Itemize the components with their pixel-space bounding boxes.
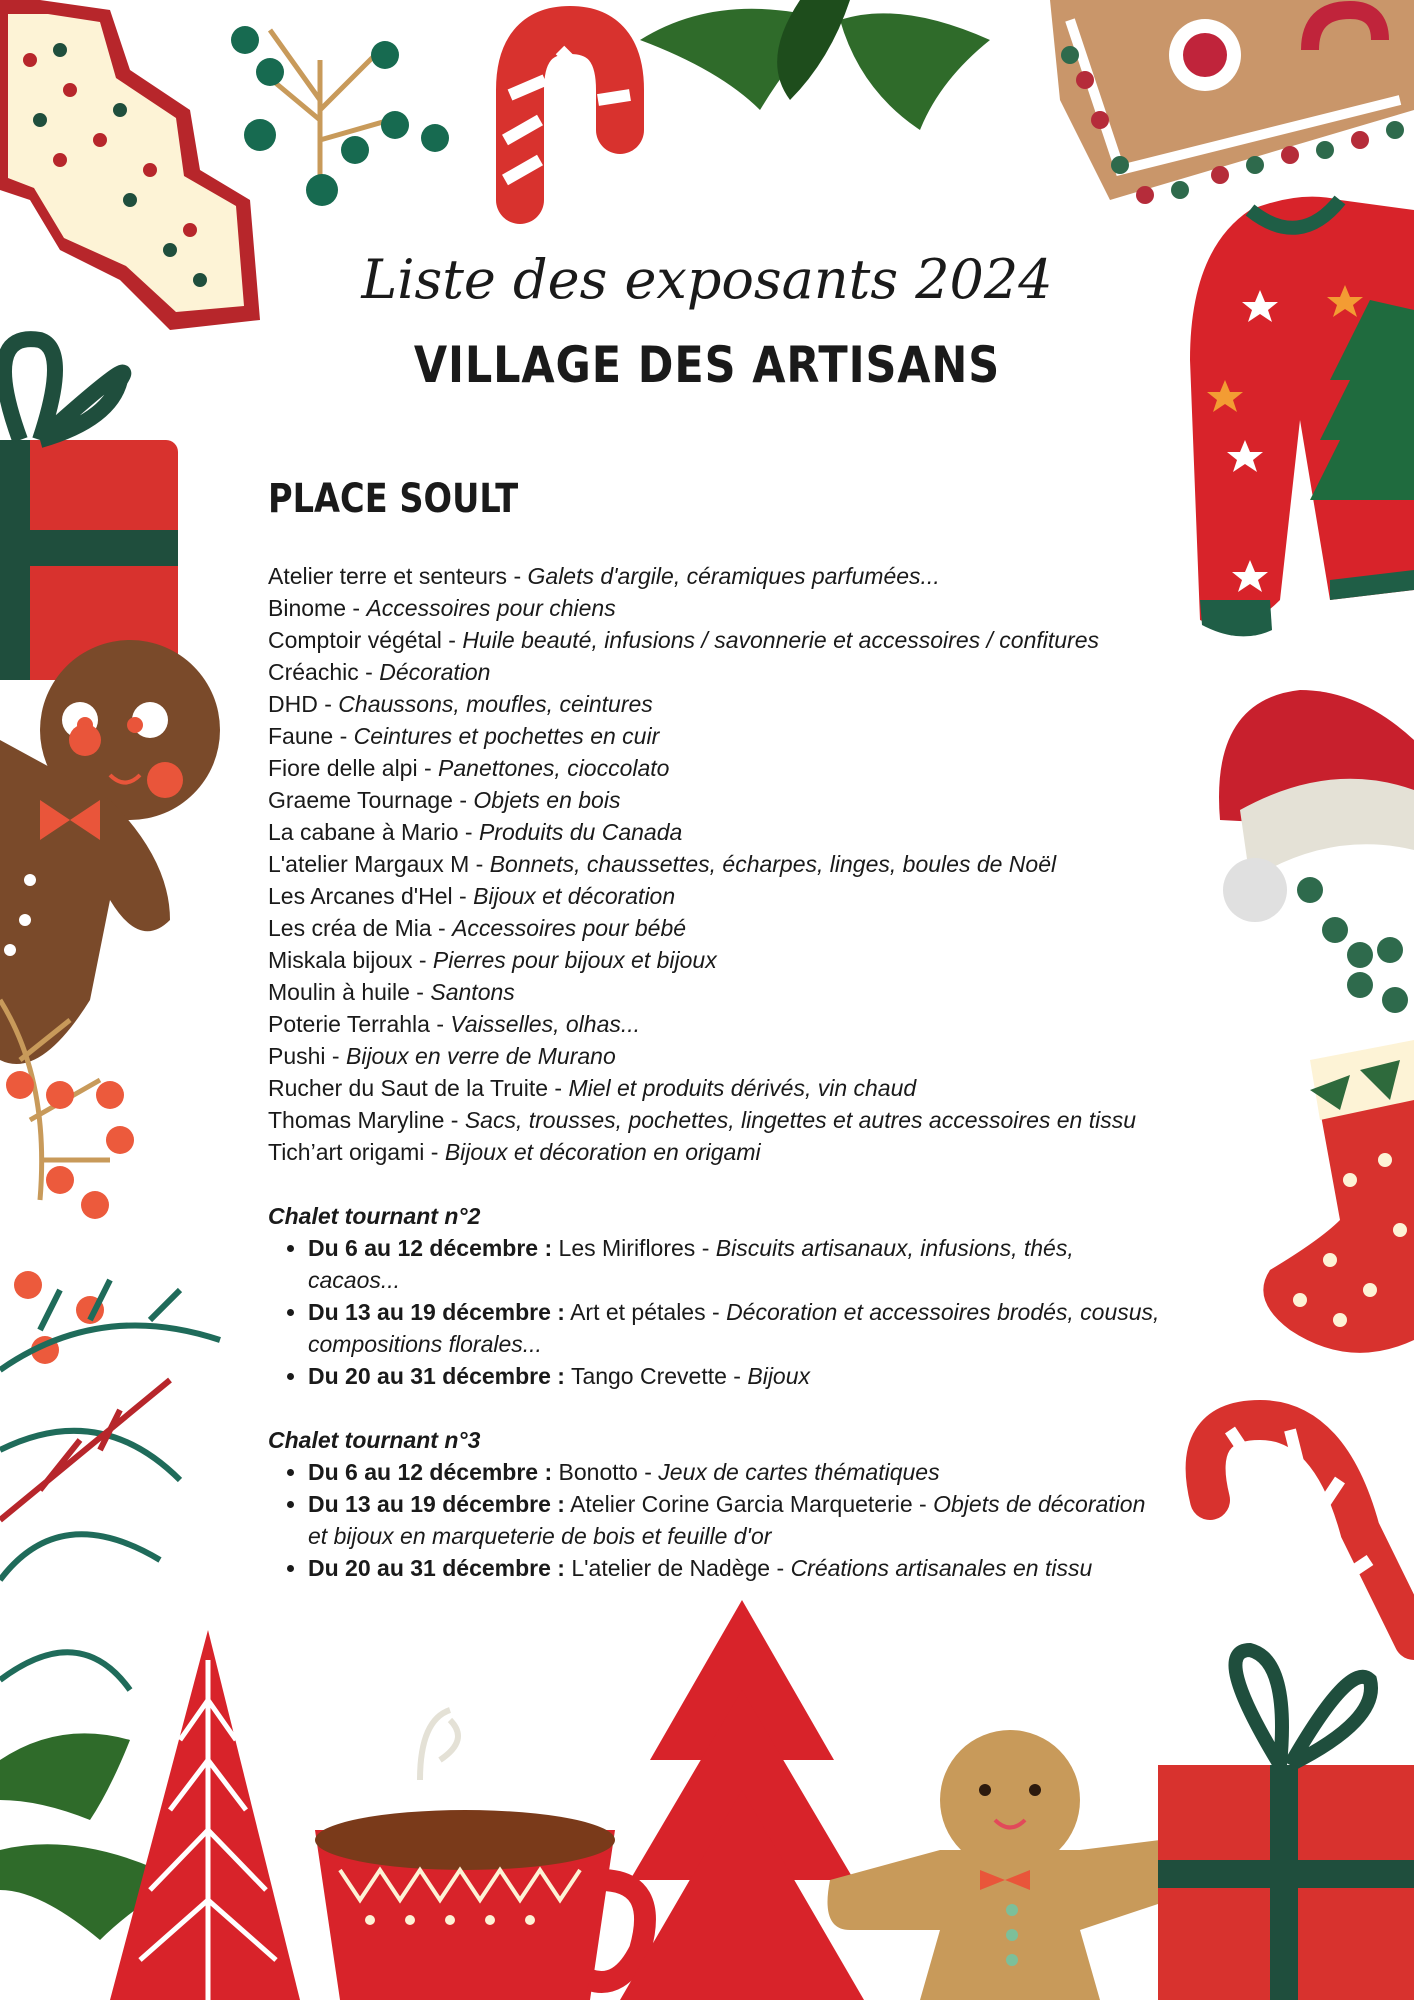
- separator: -: [441, 627, 463, 653]
- exhibitor-description: Bijoux en verre de Murano: [346, 1043, 616, 1069]
- exhibitor-name: L'atelier Margaux M: [268, 851, 470, 877]
- schedule-dates: Du 13 au 19 décembre :: [308, 1299, 565, 1325]
- candy-cane-icon: [505, 30, 630, 200]
- exhibitor-description: Objets en bois: [473, 787, 621, 813]
- separator: -: [770, 1555, 791, 1581]
- chalet-title: Chalet tournant n°2: [268, 1203, 481, 1229]
- schedule-dates: Du 20 au 31 décembre :: [308, 1363, 565, 1389]
- exhibitor-name: L'atelier de Nadège: [571, 1555, 771, 1581]
- separator: -: [705, 1299, 727, 1325]
- berry-branch-icon: [260, 30, 390, 180]
- separator: -: [444, 1107, 465, 1133]
- exhibitor-name: Les créa de Mia: [268, 915, 432, 941]
- exhibitor-name: DHD: [268, 691, 318, 717]
- exhibitor-name: Art et pétales: [570, 1299, 706, 1325]
- list-item: [268, 976, 1168, 1008]
- exhibitor-description: Miel et produits dérivés, vin chaud: [568, 1075, 917, 1101]
- list-item: [308, 1488, 1168, 1552]
- list-item: [308, 1552, 1168, 1584]
- gingerbread-man-icon-bottom: [828, 1730, 1176, 2000]
- separator: -: [452, 883, 474, 909]
- list-item: [268, 592, 1168, 624]
- separator: -: [695, 1235, 716, 1261]
- exhibitor-name: Comptoir végétal: [268, 627, 442, 653]
- list-item: [268, 720, 1168, 752]
- separator: -: [429, 1011, 451, 1037]
- separator: -: [412, 947, 433, 973]
- exhibitor-name: Rucher du Saut de la Truite: [268, 1075, 548, 1101]
- separator: -: [345, 595, 367, 621]
- separator: -: [317, 691, 339, 717]
- list-item: [268, 848, 1168, 880]
- exhibitor-name: Graeme Tournage: [268, 787, 453, 813]
- schedule-dates: Du 6 au 12 décembre :: [308, 1459, 553, 1485]
- separator: -: [912, 1491, 934, 1517]
- separator: -: [452, 787, 474, 813]
- list-item: [268, 880, 1168, 912]
- striped-tree-icon: [110, 1630, 300, 2000]
- exhibitor-name: Créachic: [268, 659, 359, 685]
- exhibitor-description: Créations artisanales en tissu: [790, 1555, 1093, 1581]
- exhibitor-name: Miskala bijoux: [268, 947, 413, 973]
- exhibitor-description: Jeux de cartes thématiques: [658, 1459, 940, 1485]
- exhibitor-name: Tich’art origami: [268, 1139, 425, 1165]
- list-item: [268, 1008, 1168, 1040]
- exhibitor-description: Vaisselles, olhas...: [450, 1011, 641, 1037]
- exhibitor-list: [268, 560, 1168, 1168]
- page-title: VILLAGE DES ARTISANS: [413, 336, 1001, 394]
- list-item: [268, 752, 1168, 784]
- exhibitor-name: Thomas Maryline: [268, 1107, 445, 1133]
- chalet-schedule: [268, 1456, 1168, 1584]
- exhibitor-name: Moulin à huile: [268, 979, 410, 1005]
- exhibitor-description: Biscuits artisanaux, infusions, thés, cacaos...: [308, 1235, 1074, 1293]
- exhibitor-name: Binome: [268, 595, 346, 621]
- exhibitor-name: Poterie Terrahla: [268, 1011, 430, 1037]
- exhibitor-name: Les Arcanes d'Hel: [268, 883, 453, 909]
- exhibitor-description: Ceintures et pochettes en cuir: [353, 723, 660, 749]
- exhibitor-name: Pushi: [268, 1043, 326, 1069]
- exhibitor-description: Pierres pour bijoux et bijoux: [432, 947, 717, 973]
- list-item: [268, 816, 1168, 848]
- separator: -: [325, 1043, 346, 1069]
- exhibitor-description: Bonnets, chaussettes, écharpes, linges, boules de Noël: [489, 851, 1057, 877]
- separator: -: [458, 819, 479, 845]
- gingerbread-house-icon: [1050, 0, 1414, 204]
- section-title: PLACE SOULT: [268, 476, 519, 522]
- chalet-3: [268, 1424, 1168, 1584]
- gift-box-icon-bottom: [1158, 1650, 1414, 2000]
- hot-cocoa-mug-icon: [315, 1710, 645, 2000]
- stocking-icon: [1263, 1040, 1414, 1353]
- separator: -: [358, 659, 380, 685]
- schedule-dates: Du 13 au 19 décembre :: [308, 1491, 565, 1517]
- chalet-schedule: [268, 1232, 1168, 1392]
- holly-leaf-icon: [640, 0, 990, 130]
- list-item: [268, 784, 1168, 816]
- exhibitor-description: Décoration et accessoires brodés, cousus, compositions florales...: [308, 1299, 1160, 1357]
- separator: -: [409, 979, 431, 1005]
- exhibitor-name: La cabane à Mario: [268, 819, 459, 845]
- exhibitor-name: Bonotto: [558, 1459, 638, 1485]
- chalet-title: Chalet tournant n°3: [268, 1427, 481, 1453]
- list-item: [268, 1104, 1168, 1136]
- separator: -: [637, 1459, 659, 1485]
- separator: -: [424, 1139, 445, 1165]
- schedule-dates: Du 6 au 12 décembre :: [308, 1235, 553, 1261]
- list-item: [268, 1136, 1168, 1168]
- list-item: [308, 1296, 1168, 1360]
- exhibitor-name: Les Miriflores: [558, 1235, 696, 1261]
- exhibitor-description: Santons: [430, 979, 515, 1005]
- exhibitor-name: Atelier terre et senteurs: [268, 563, 508, 589]
- list-item: [308, 1360, 1168, 1392]
- exhibitor-description: Décoration: [379, 659, 491, 685]
- exhibitor-name: Faune: [268, 723, 334, 749]
- list-item: [268, 944, 1168, 976]
- gingerbread-man-icon: [0, 640, 220, 1064]
- exhibitor-description: Panettones, cioccolato: [438, 755, 670, 781]
- exhibitor-description: Sacs, trousses, pochettes, lingettes et autres accessoires en tissu: [464, 1107, 1137, 1133]
- exhibitor-description: Accessoires pour bébé: [452, 915, 687, 941]
- red-tree-icon: [620, 1600, 864, 2000]
- exhibitor-name: Fiore delle alpi: [268, 755, 418, 781]
- exhibitor-description: Produits du Canada: [478, 819, 683, 845]
- separator: -: [431, 915, 453, 941]
- list-item: [268, 912, 1168, 944]
- separator: -: [507, 563, 528, 589]
- exhibitor-description: Bijoux et décoration: [473, 883, 676, 909]
- exhibitor-description: Accessoires pour chiens: [366, 595, 616, 621]
- exhibitor-name: Tango Crevette: [570, 1363, 727, 1389]
- schedule-dates: Du 20 au 31 décembre :: [308, 1555, 565, 1581]
- separator: -: [417, 755, 439, 781]
- list-item: [268, 656, 1168, 688]
- separator: -: [469, 851, 490, 877]
- list-item: [268, 1072, 1168, 1104]
- exhibitor-description: Objets de décoration et bijoux en marqueterie de bois et feuille d'or: [308, 1491, 1146, 1549]
- exhibitor-description: Galets d'argile, céramiques parfumées...: [527, 563, 940, 589]
- page-title-script: Liste des exposants 2024: [361, 248, 1053, 311]
- separator: -: [333, 723, 354, 749]
- exhibitor-description: Huile beauté, infusions / savonnerie et accessoires / confitures: [462, 627, 1099, 653]
- candy-cane-icon-right: [1206, 1420, 1414, 1640]
- list-item: [268, 1040, 1168, 1072]
- exhibitor-description: Bijoux et décoration en origami: [444, 1139, 761, 1165]
- list-item: [268, 624, 1168, 656]
- exhibitor-description: Bijoux: [747, 1363, 811, 1389]
- chalet-2: [268, 1200, 1168, 1392]
- list-item: [308, 1456, 1168, 1488]
- list-item: [308, 1232, 1168, 1296]
- pine-branch-icon: [0, 1280, 220, 1690]
- list-item: [268, 688, 1168, 720]
- separator: -: [548, 1075, 569, 1101]
- list-item: [268, 560, 1168, 592]
- exhibitor-description: Chaussons, moufles, ceintures: [338, 691, 653, 717]
- exhibitor-name: Atelier Corine Garcia Marqueterie: [570, 1491, 913, 1517]
- separator: -: [726, 1363, 748, 1389]
